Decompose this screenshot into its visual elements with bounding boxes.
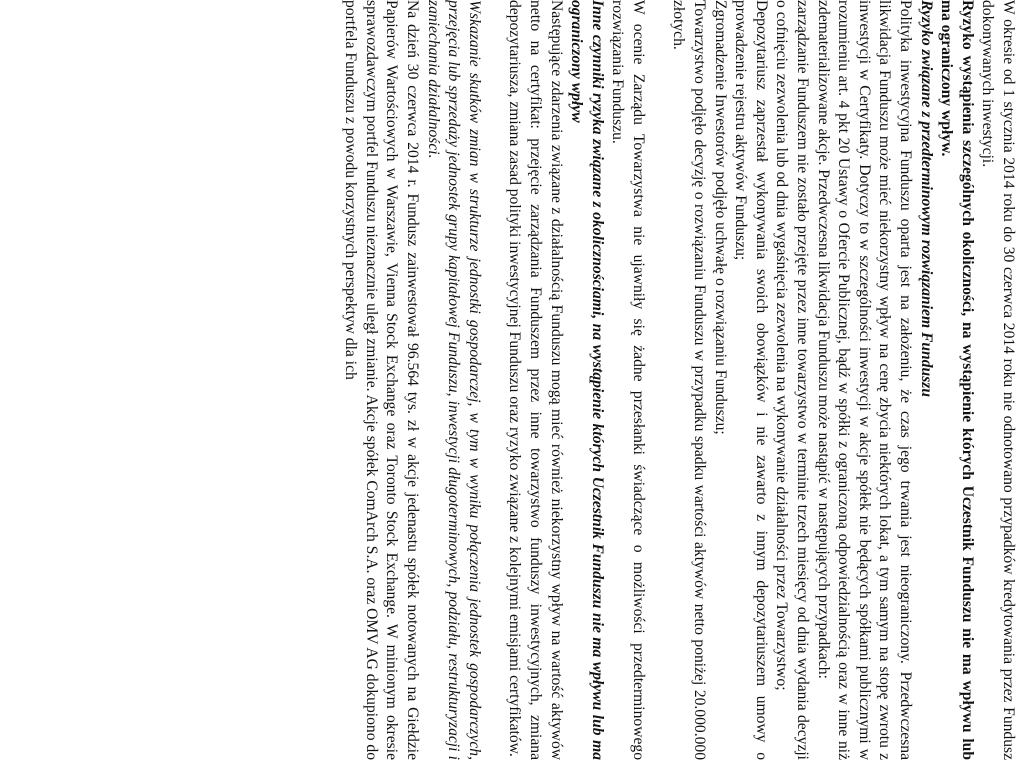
liquidation-body: Polityka inwestycyjna Funduszu oparta jest na założeniu, że czas jego trwania jest nieograniczony. Przedwczesna likwidacja Funduszu może mieć niekorzystny wpływ na cenę zbycia niektórych lokat, a tym samym na stopę zwrotu z inwestycji w Certyfikaty. Dotyczy to w szczególności inwestycji w akcje spółek nie będących spółkami publicznymi w rozumieniu art. 4 pkt 20 Ustawy o Ofercie Publicznej, bądź w spółki z ograniczoną odpowiedzialnością oraz w inne niż zdematerializowane akcje. Przedwczesna likwidacja Funduszu może nastąpić w następujących przypadkach: <box>814 0 915 760</box>
portfolio-paragraph: Na dzień 30 czerwca 2014 r. Fundusz zainwestował 96.564 tys. zł w akcje jedenastu spółek notowanych na Giełdzie Papierów Wartościowych w Warszawie, Vienna Stock Exchange oraz Toronto Stock Exchange. W minionym okresie sprawozdawczym portfel Funduszu nieznacznie uległ zmianie. Akcje spółek ComArch S.A. oraz OMV AG dokupiono do portfela Funduszu z powodu korzystnych perspektyw dla ich <box>342 0 421 760</box>
risk-heading: Ryzyko wystąpienia szczególnych okoliczności, na wystąpienie których Uczestnik Funduszu nie ma wpływu lub ma ograniczony wpływ. <box>938 0 976 760</box>
point-5-text: Wskazanie skutków zmian w strukturze jednostki gospodarczej, w tym w wyniku połączenia jednostek gospodarczych, przejęcia lub sprzedaży jednostek grupy kapitałowej Funduszu, inwestycji długoterminowych, podziału, restrukturyzacji i zaniechania działalności. <box>424 0 483 760</box>
liquidation-item: Depozytariusz zaprzestał wykonywania swoich obowiązków i nie zawarto z innym depozytariuszem umowy o prowadzenie rejestru aktywów Funduszu; <box>732 0 770 760</box>
liquidation-item: zarządzanie Funduszem nie zostało przejęte przez inne towarzystwo w terminie trzech miesięcy od dnia wydania decyzji o cofnięciu zezwolenia lub od dnia wygaśnięcia zezwolenia na wykonywanie działalności przez Towarzystwo; <box>773 0 812 760</box>
liquidation-item: Zgromadzenie Inwestorów podjęło uchwałę o rozwiązaniu Funduszu; <box>711 0 729 435</box>
point-5 <box>422 0 484 760</box>
other-risks-heading: Inne czynniki ryzyka związane z okolicznościami, na wystąpienie których Uczestnik Funduszu nie ma wpływu lub ma ograniczony wpływ <box>568 0 606 760</box>
liquidation-item: Towarzystwo podjęło decyzję o rozwiązaniu Funduszu w przypadku spadku wartości aktywów netto poniżej 20.000.000 złotych. <box>670 0 709 760</box>
credit-paragraph: W okresie od 1 stycznia 2014 roku do 30 czerwca 2014 roku nie odnotowano przypadków kredytowania przez Fundusz dokonywanych inwestycji. <box>979 0 1017 760</box>
document-body <box>340 0 1018 760</box>
assessment-paragraph: W ocenie Zarządu Towarzystwa nie ujawniły się żadne przesłanki świadczące o możliwości przedterminowego rozwiązania Funduszu. <box>609 0 647 760</box>
other-risks-body: Następujące zdarzenia związane z działalnością Funduszu mogą mieć również niekorzystny wpływ na wartość aktywów netto na certyfikat: przejęcie zarządzania Funduszem przez inne towarzystwo funduszy inwestycyjnych, zmiana depozytariusza, zmiana zasad polityki inwestycyjnej Funduszu oraz ryzyko związane z kolejnymi emisjami certyfikatów. <box>506 0 565 760</box>
liquidation-heading: Ryzyko związane z przedterminowym rozwiązaniem Funduszu <box>917 0 935 398</box>
